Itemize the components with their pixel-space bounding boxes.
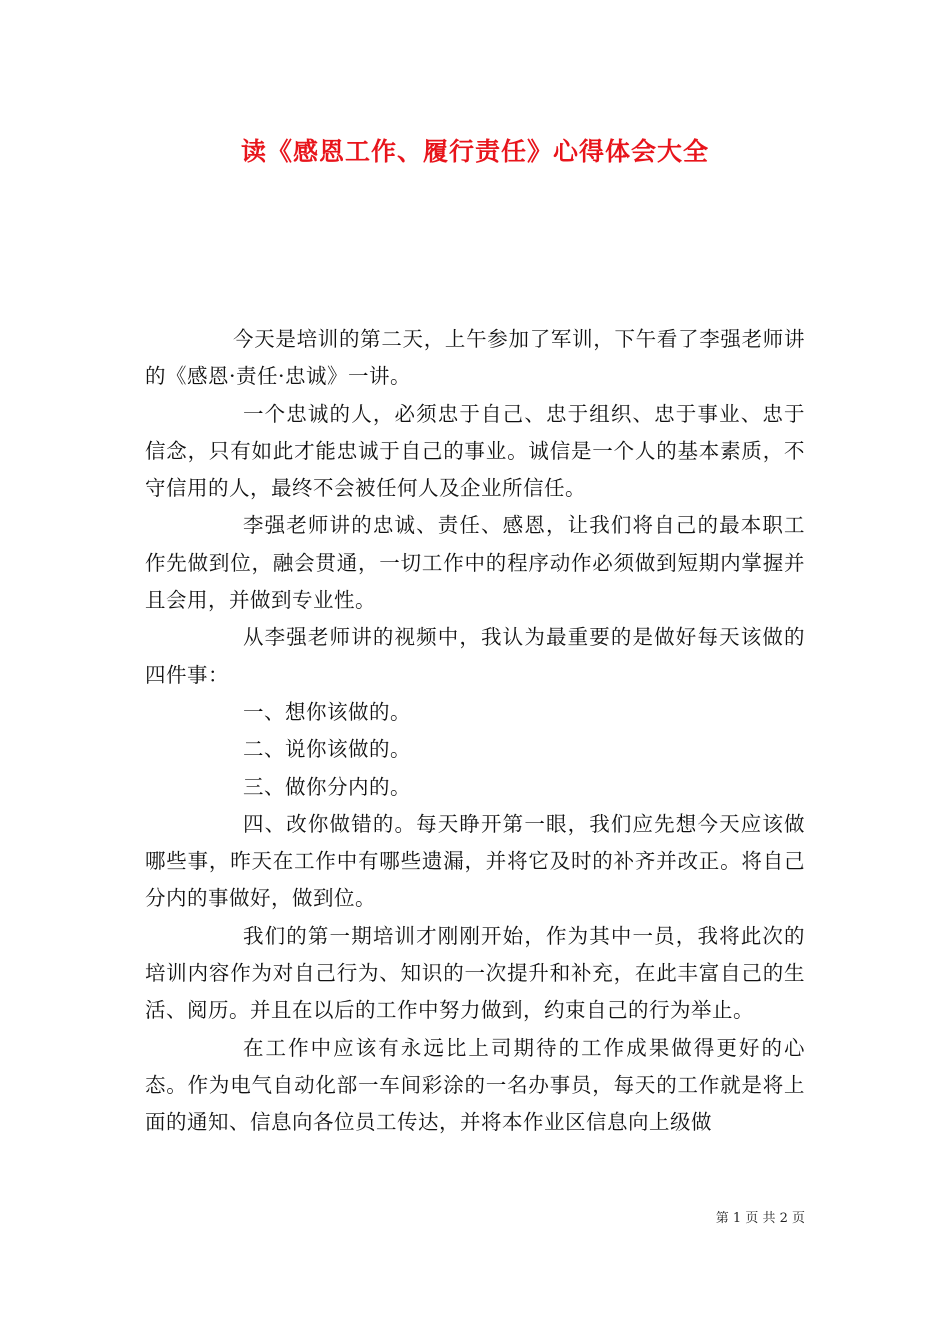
- paragraph: 从李强老师讲的视频中，我认为最重要的是做好每天该做的四件事：: [145, 625, 805, 687]
- paragraph: 在工作中应该有永远比上司期待的工作成果做得更好的心态。作为电气自动化部一车间彩涂的一名办事员，每天的工作就是将上面的通知、信息向各位员工传达，并将本作业区信息向上级做: [145, 1035, 805, 1135]
- paragraph: 李强老师讲的忠诚、责任、感恩，让我们将自己的最本职工作先做到位，融会贯通，一切工作中的程序动作必须做到短期内掌握并且会用，并做到专业性。: [145, 513, 805, 613]
- page-number-footer: 第 1 页 共 2 页: [715, 1211, 805, 1226]
- list-item: 三、做你分内的。: [243, 774, 411, 799]
- paragraph: 四、改你做错的。每天睁开第一眼，我们应先想今天应该做哪些事，昨天在工作中有哪些遗漏，并将它及时的补齐并改正。将自己分内的事做好，做到位。: [145, 811, 805, 911]
- paragraph: 我们的第一期培训才刚刚开始，作为其中一员，我将此次的培训内容作为对自己行为、知识的一次提升和补充，在此丰富自己的生活、阅历。并且在以后的工作中努力做到，约束自己的行为举止。: [145, 923, 805, 1023]
- page-title: 读《感恩工作、履行责任》心得体会大全: [240, 137, 709, 166]
- list-item: 二、说你该做的。: [243, 737, 411, 762]
- document-body: [145, 321, 805, 1142]
- paragraph: 一个忠诚的人，必须忠于自己、忠于组织、忠于事业、忠于信念，只有如此才能忠诚于自己的事业。诚信是一个人的基本素质，不守信用的人，最终不会被任何人及企业所信任。: [145, 401, 805, 501]
- paragraph: 今天是培训的第二天，上午参加了军训，下午看了李强老师讲的《感恩·责任·忠诚》一讲。: [145, 327, 805, 389]
- list-item: 一、想你该做的。: [243, 699, 411, 724]
